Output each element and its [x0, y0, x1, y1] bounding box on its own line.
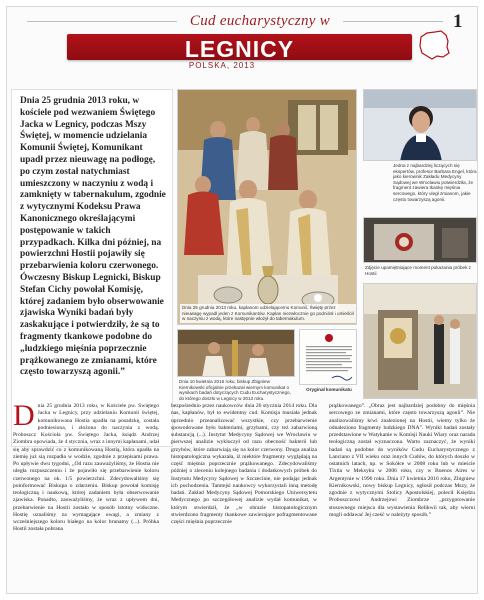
main-painting: [177, 89, 357, 325]
communique-document: [299, 329, 357, 385]
church-interior-photo: [363, 283, 477, 399]
relic-display-image: [364, 218, 477, 263]
header-kicker: Cud eucharystyczny w: [189, 13, 331, 29]
lead-text-box: [11, 89, 173, 447]
page-header: [7, 7, 477, 79]
portrait-photo: [363, 89, 477, 161]
article-dropcap: D: [13, 403, 35, 432]
header-rule-left: [27, 21, 177, 22]
church-interior-image: [364, 284, 477, 399]
header-rule-right: [343, 21, 443, 22]
article-column-2: [171, 403, 317, 593]
lead-paragraph: Dnia 25 grudnia 2013 roku, w kościele pod wezwaniem Świętego Jacka w Legnicy, podczas Mszy Świętej, w momencie udzielania Komunii Świętej, Komunikant upadł przez nieuwagę na podłogę, po czym został natychmiast umieszczony w naczyniu z wodą i zamknięty w tabernakulum, zgodnie z wytycznymi Kodeksu Prawa Kanonicznego określającymi postępowanie w takich przypadkach. Kilka dni później, na powierzchni Hostii pojawiły się przebarwienia koloru czerwonego. Ówczesny Biskup Legnicki, Biskup Stefan Cichy powołał Komisję, której zadaniem było obserwowanie zjawiska Wyniki badań były zaskakujące i potwierdziły, że są to fragmenty tkankowe podobne do „ludzkiego mięśnia poprzecznie prążkowanego ze zmianami, które często towarzyszą agonii.”: [20, 96, 166, 378]
article-column-3-text: prążkowanego”. „Obraz jest najbardziej podobny do mięśnia sercowego ze zmianami, które często towarzyszą agonii”. Nie analizowaliśmy krwi znalezionej na Hostii, wiemy tylko że odnaleziono fragmenty ludzkiego DNA”. Wyniki badań zostały przedstawione w Watykanie w Komisji Nauki Wiary oraz narada teologiczną został wyznaczona. Warto zaznaczyć, że wyniki badań są podobne do wyników Cudu Eucharystycznego z Lanciano z VII wieku oraz innych Cudów, do których doszło w ostatnich latach, np. w Sokółce w 2008 roku lub w mieście Tixtla w Meksyku w 2006 roku, czy w Buenos Aires w Argentynie w 1996 roku. Dnia 17 kwietnia 2016 roku, Zbigniew Kiernikowski, nowy biskup Legnicy, ogłosił podczas Mszy, że zgodnie z wytycznymi Stolicy Apostolskiej, polecił Księdzu Proboszczowi Andrzejowi Ziombrze „przygotowanie stosownego miejsca dla wystawienia Relikwii tak, aby wierni mogli oddawać Jej cześć w należyty sposób.”: [329, 403, 475, 518]
page-number: 1: [453, 11, 463, 32]
poland-map-icon: [417, 29, 451, 61]
article-column-1-text: nia 25 grudnia 2013 roku, w Kościele pw. Świętego Jacka w Legnicy, przy udzielaniu Komunii świętej, komunikowana Hostia upadła na posadzkę, została podniesiona, i złożona do naczynia z wodą. Proboszcz Kościoła pw. Świętego Jacka, ksiądz Andrzej Ziombra opowiada, że 4 stycznia, wraz z innymi kapłanami, udał się aby sprawdzić co z komunikowaną Hostią, która upadła na ziemię już sią rozpadła w wodzie, zgodnie z przepisami prawa. Po upływie dwu tygodni, „Od razu zauważyliśmy, że Hostia nie uległa rozpuszczeniu i że pojawiło się przebarwienie koloru czerwonego na ok. 1/5 powierzchni. Zdecydowaliśmy się poinformować Biskupa o zdarzeniu. Biskup powołał komisję teologiczną i naukową, której zadaniem była obserwowanie zjawiska. Ponadto, zauważyliśmy, że wraz z upływem dni, przebarwienie na Hostii zostało w sposób istotny widoczne. Hostię uznaliśmy za wymagające uwagi, a zmiany z wcześniejszego koloru białego na kolor brunatny (...). Próbka Hostii została pobrana: [13, 403, 159, 533]
bishop-caption: Dnia 10 kwietnia 2016 roku, biskup Zbigniew Kiernikowski oficjalnie przekazał wiernym komunikat o wynikach badań dotyczących Cudu Eucharystycznego, do którego doszło w Legnicy w 2013 roku.: [179, 379, 291, 401]
scientist-portrait-image: [364, 90, 477, 161]
magazine-page: [6, 6, 478, 594]
article-column-3: [329, 403, 475, 593]
article-body: [13, 403, 475, 593]
document-image: [300, 330, 357, 385]
bishop-photo: [177, 329, 295, 377]
main-painting-caption: Dnia 25 grudnia 2013 roku, kapłanom udzielającemu Komunii, Święty przez nieuwagę wypadł jeden z Komunikantów. Kapłan niezwłocznie go podniósł i umieścił w naczyniu z wodą, które następnie włożył do tabernakulum.: [180, 304, 357, 323]
document-caption: Oryginał komunikatu: [306, 387, 352, 392]
page-subtitle: POLSKA, 2013: [188, 61, 256, 70]
portrait-caption: Jedna z najbardziej liczących się ekspertów, profesor Barbara Engel, która jako kierownik Zakładu Medycyny Sądowej we Wrocławiu potwierdziła, że fragment zawiera tkankę mięśnia sercowego, który uległ zmianom, jakie często towarzyszą agonii.: [393, 163, 477, 202]
article-column-2-text: bezpośrednio przez naukowców dnia 26 stycznia 2014 roku. Dla nas, kapłanów, był to ewidentny cud. Komisja musiała jednak uprzednio przeanalizować wszystkie, czy przebarwienie spowodowane było bakteriami, grzybami, czy też zabarwioną substancją (...). Instytut Medycyny Sądowej we Wrocławiu w pierwszej analizie wykluczył od razu obecność bakterii lub grzybów, które zabarwiają się na kolor czerwony. Druga analiza histopatologiczna wykazała, iż niektóre fragmenty wyglądają na część mięśnia poprzecznie prążkowanego. Zdecydowaliśmy później o zleceniu kolejnego badania i dodatkowych próbek do Instytutu Medycyny Sądowej w Szczecinie, nie podając jednak ich pochodzenia. Tamtejsi naukowcy wykorzystali inną metodę badań. Zakład Medycyny Sądowej Pomorskiego Uniwersytetu Medycznego po szczegółowej analizie wydał komunikat, w którym stwierdził, że „w obrazie histopatologicznym stwierdzono fragmenty tkankowe zawierające pofragmentowane części mięśnia poprzecznie: [171, 403, 317, 525]
title-banner: [67, 34, 412, 60]
monstrance-caption: Zdjęcie upamiętniające moment pokazania próbek z Hostii: [365, 265, 471, 276]
bishop-announcement-image: [178, 330, 295, 377]
article-column-1: [13, 403, 159, 593]
eucharist-painting-illustration: [178, 90, 357, 325]
monstrance-photo: [363, 217, 477, 263]
page-title: LEGNICY: [184, 36, 295, 62]
